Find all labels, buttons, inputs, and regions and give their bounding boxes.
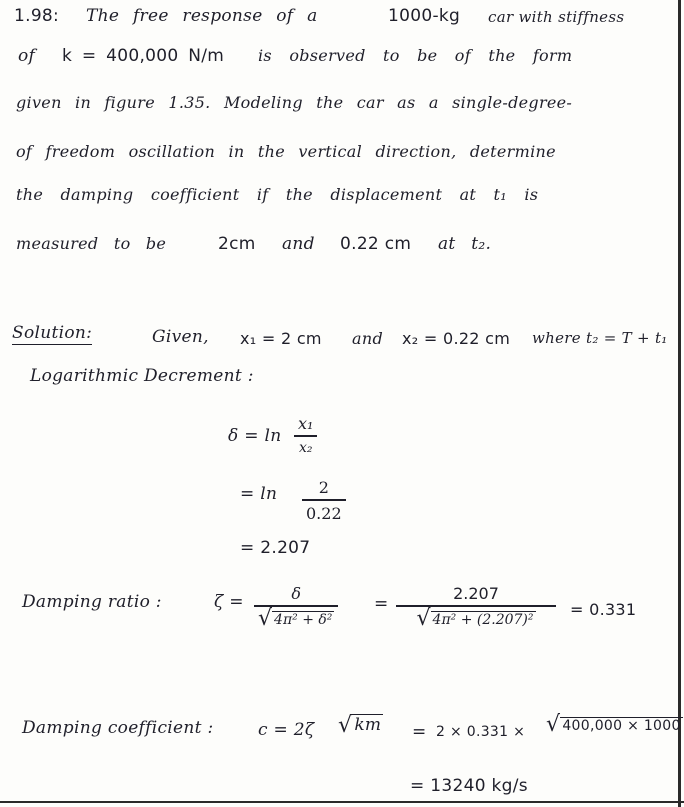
given-and: and (352, 329, 383, 348)
problem-line6-d: 0.22 cm (340, 234, 412, 254)
sqrt-symbol: √ (338, 713, 353, 738)
damping-coeff-label: Damping coefficient : (22, 718, 214, 738)
c-substitution-b: 400,000 × 1000 (562, 718, 681, 734)
c-sqrt-content: km (354, 715, 382, 735)
problem-line6-e: at t₂. (438, 234, 492, 254)
step2-denominator: 0.22 (306, 503, 342, 523)
problem-line2-k: k = 400,000 N/m (62, 46, 225, 66)
zeta-numerator: δ (291, 584, 302, 603)
c-result: = 13240 kg/s (410, 776, 528, 796)
problem-line1-mass: 1000-kg (388, 6, 461, 26)
given-x2: x₂ = 0.22 cm (402, 329, 511, 348)
zeta-equals: = (374, 594, 389, 614)
problem-line6-b: 2cm (218, 234, 256, 254)
page-bottom-border (0, 801, 684, 803)
log-dec-heading: Logarithmic Decrement : (30, 366, 254, 386)
given-x1: x₁ = 2 cm (240, 329, 322, 348)
problem-line2-of: of (18, 46, 36, 66)
zeta-denominator-2-sqrt (413, 605, 540, 631)
delta-fraction (294, 414, 317, 456)
delta-numerator: x₁ (298, 414, 314, 433)
problem-line2-rest: is observed to be of the form (258, 46, 573, 65)
problem-line1-text: The free response of a (86, 6, 318, 26)
solution-heading: Solution: (12, 323, 93, 343)
step3-result: = 2.207 (240, 538, 311, 558)
c-equals: = (412, 722, 427, 742)
zeta-numerator-2: 2.207 (453, 584, 499, 603)
zeta-fraction (254, 584, 338, 631)
sqrt-symbol: √ (546, 712, 561, 737)
zeta-fraction-2 (396, 584, 556, 631)
step2-numerator: 2 (318, 478, 329, 497)
c-substitution-a: 2 × 0.331 × (436, 724, 526, 740)
problem-line6-a: measured to be (16, 234, 167, 253)
zeta-denominator: 4π² + δ² (274, 611, 333, 628)
given-label: Given, (152, 327, 209, 347)
c-sqrt (338, 713, 383, 738)
step2-fraction (302, 478, 346, 523)
problem-line3: given in figure 1.35. Modeling the car as a single-degree- (16, 93, 573, 112)
zeta-eq: ζ = (214, 592, 244, 612)
zeta-denominator-sqrt (254, 605, 338, 631)
sqrt-symbol: √ (258, 605, 273, 631)
c-substitution-sqrt (546, 712, 683, 737)
c-eq: c = 2ζ (258, 720, 315, 740)
damping-ratio-label: Damping ratio : (22, 592, 162, 612)
given-where: where t₂ = T + t₁ (532, 329, 668, 347)
delta-denominator: x₂ (298, 439, 313, 456)
zeta-denominator-2: 4π² + (2.207)² (432, 611, 534, 628)
problem-line1-rest: car with stiffness (488, 8, 625, 26)
delta-eq: δ = ln (228, 426, 282, 446)
step2-eq: = ln (240, 484, 278, 504)
problem-line6-c: and (282, 234, 315, 254)
problem-number: 1.98: (14, 6, 60, 26)
sqrt-symbol: √ (416, 605, 431, 631)
zeta-result: = 0.331 (570, 600, 637, 619)
problem-line5: the damping coefficient if the displacement at t₁ is (16, 185, 539, 204)
problem-line4: of freedom oscillation in the vertical direction, determine (16, 142, 556, 161)
page-right-border (678, 0, 681, 807)
